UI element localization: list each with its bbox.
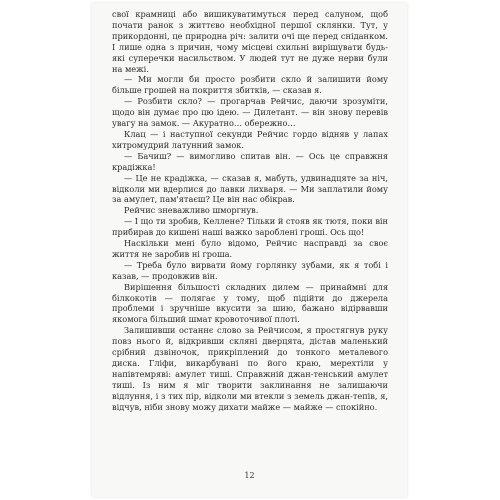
paragraph: свої крамниці або вишикуватимуться перед салуном, щоб почати ранок з життєво необхідної першої склянки. Тут, у прикордонні, це природна річ: залити очі ще перед сніданком. І лише одна з причин, чому місцеві схильні вирішувати будь-які суперечки насильством. У людей тут не дуже нерви були на межі. xyxy=(112,9,388,74)
paragraph: Наскільки мені було відомо, Рейчис насправді за своє життя не заробив ні гроша. xyxy=(112,238,388,259)
page-number: 12 xyxy=(244,471,255,480)
paragraph: — Ми могли би просто розбити скло й залишити йому більше грошей на покриття збитків, — сказав я. xyxy=(112,74,388,96)
paragraph: — Розбити скло? — прогарчав Рейчис, даючи зрозуміти, щодо він думає про цю ідею. — Дилетант. — він знову перевів увагу на замок. — Акуратно… обережно… xyxy=(112,96,388,129)
paragraph: — Треба було вирвати йому горлянку зубами, як я тобі і казав, — продовжив він. xyxy=(112,259,388,281)
page-text xyxy=(112,9,388,413)
paragraph: Клац — і наступної секунди Рейчис гордо відняв у лапах хитромудрий латунний замок. xyxy=(112,128,388,150)
paragraph: — І що ти зробив, Келлене? Тільки й стояв як тютя, поки він прибирав до кишені наші важко зароблені гроші. Ось що! xyxy=(112,216,389,238)
paragraph: Рейчис зневажливо шморгнув. xyxy=(124,205,259,216)
paragraph: Залишивши останнє слово за Рейчисом, я простягнув руку повз нього й, відкривши скляні дверцята, дістав маленький срібний дзвіночок, прикріплений до тонкого металевого диска. Гліфи, викарбувані по його краю, мерехтіли у напівтемряві: амулет тиші. Справжній джан-тенський амулет тиші. Із ним я міг творити заклинання не залишаючи відлуння, і з тих пір, відколи ми втекли з земель джан-тепів, я, відчув, ніби знову можу дихати майже — майже — спокійно. xyxy=(112,325,388,412)
paragraph: — Бачиш? — вимогливо спитав він. — Ось це справжня крадіжка! xyxy=(112,150,388,172)
paragraph: — Це не крадіжка, — сказав я, мабуть, удвинадцяте за ніч, відколи ми вдерлися до лавки лихваря. — Ми заплатили йому за амулет, пам'ятаєш? Це він нас обікрав. xyxy=(112,172,388,205)
paragraph: Вирішення більшості складних дилем — принаймні для білкокотів — полягає у тому, щоб підійти до джерела проблеми і зручніше вкусити за шию, бажано відірвавши якомога більший шмат кровоточивої плоті. xyxy=(112,281,388,325)
book-page xyxy=(92,3,407,497)
